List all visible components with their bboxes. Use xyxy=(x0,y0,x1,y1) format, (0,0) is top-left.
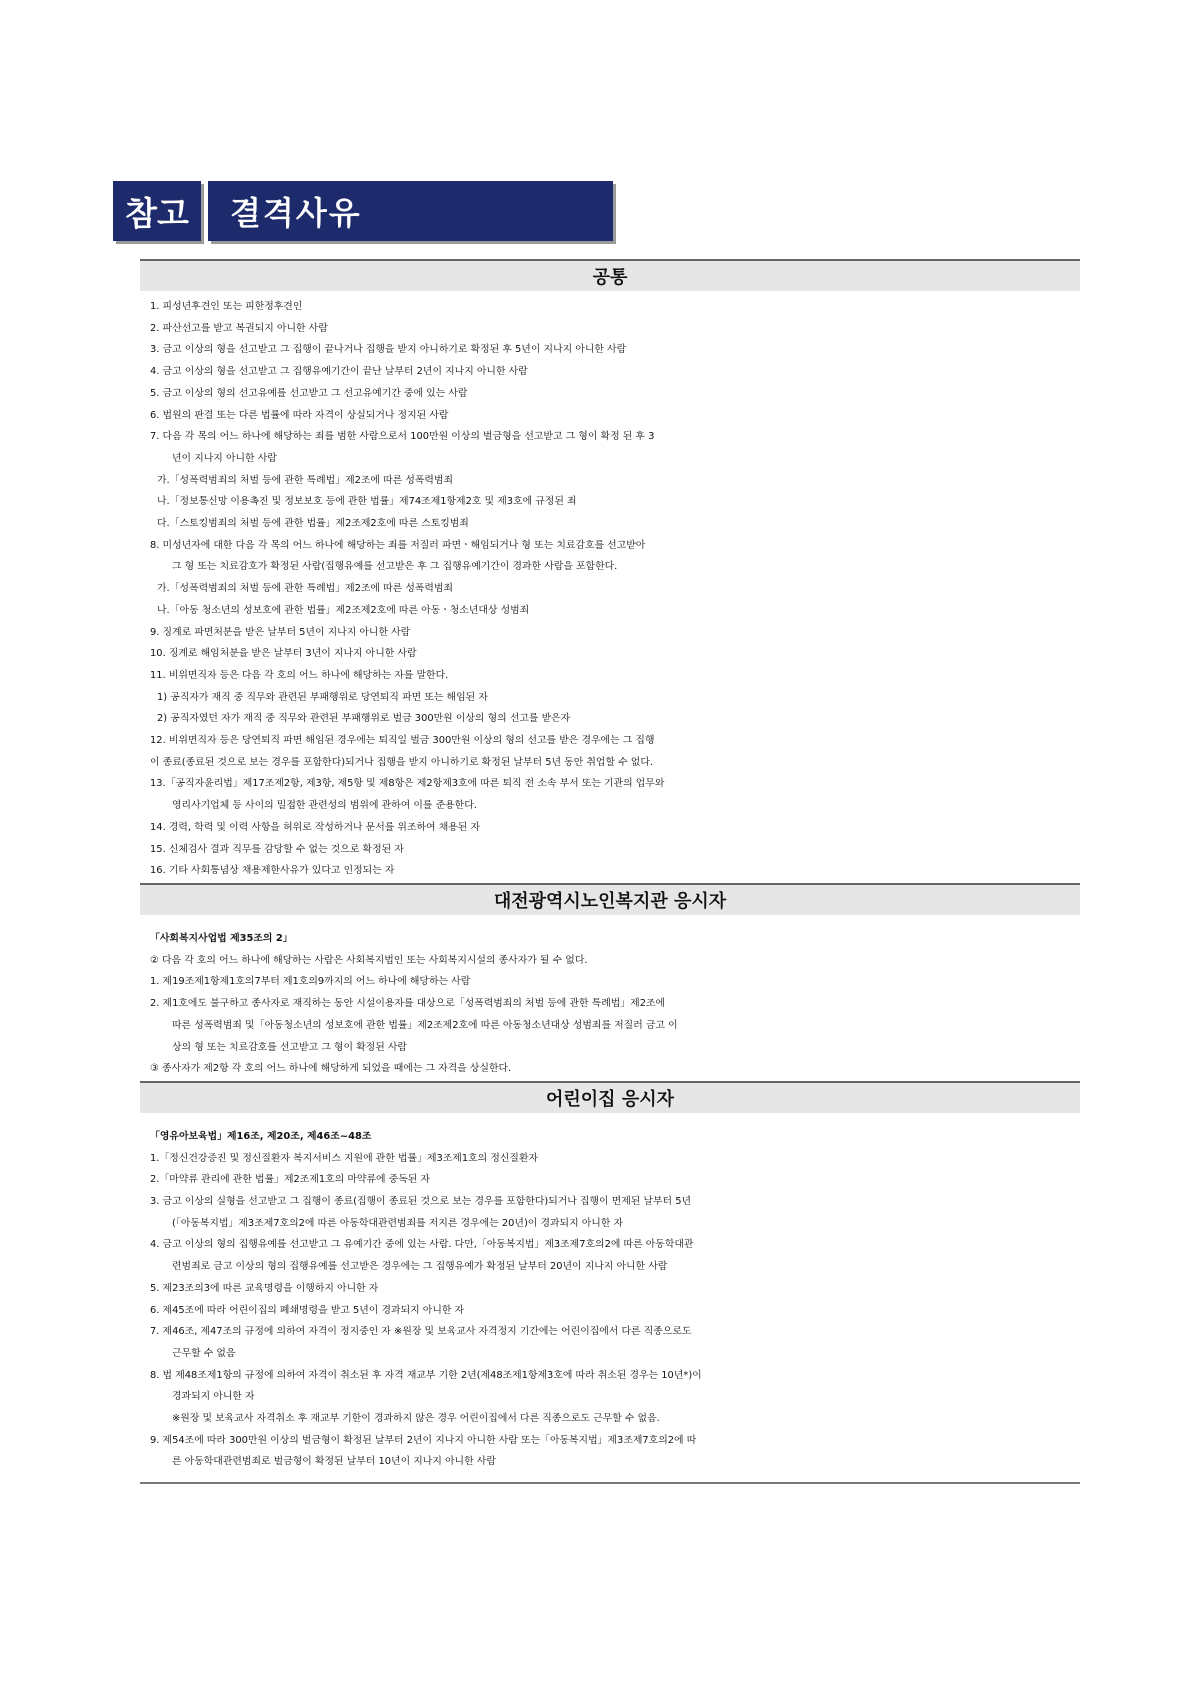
list-item: 3. 금고 이상의 형을 선고받고 그 집행이 끝나거나 집행을 받지 아니하기로 확정된 후 5년이 지나지 아니한 사람 xyxy=(150,344,627,356)
list-item: 15. 신체검사 결과 직무를 감당할 수 없는 것으로 확정된 자 xyxy=(150,843,404,855)
list-item: 8. 법 제48조제1항의 규정에 의하여 자격이 취소된 후 자격 재교부 기한 2년(제48조제1항제3호에 따라 취소된 경우는 10년*)이 xyxy=(150,1369,702,1381)
sub-item: 가.「성폭력범죄의 처벌 등에 관한 특례법」제2조에 따른 성폭력범죄 xyxy=(157,474,454,486)
list-item: 6. 제45조에 따라 어린이집의 폐쇄명령을 받고 5년이 경과되지 아니한 자 xyxy=(150,1304,465,1316)
sub-item: 나.「정보통신망 이용촉진 및 정보보호 등에 관한 법률」제74조제1항제2호 및 제3호에 규정된 죄 xyxy=(157,496,577,508)
item-continuation: 상의 형 또는 치료감호를 선고받고 그 형이 확정된 사람 xyxy=(172,1041,407,1053)
sub-item: 가.「성폭력범죄의 처벌 등에 관한 특례법」제2조에 따른 성폭력범죄 xyxy=(157,583,454,595)
list-item: 13.「공직자윤리법」제17조제2항, 제3항, 제5항 및 제8항은 제2항제3호에 따른 퇴직 전 소속 부서 또는 기관의 업무와 xyxy=(150,778,665,790)
list-item: 이 종료(종료된 것으로 보는 경우를 포함한다)되거나 집행을 받지 아니하기로 확정된 날부터 5년 동안 취업할 수 없다. xyxy=(150,756,654,768)
item-continuation: 따른 성폭력범죄 및「아동청소년의 성보호에 관한 법률」제2조제2호에 따른 아동청소년대상 성범죄를 저질러 금고 이 xyxy=(172,1019,678,1031)
list-item: 3. 금고 이상의 실형을 선고받고 그 집행이 종료(집행이 종료된 것으로 보는 경우를 포함한다)되거나 집행이 면제된 날부터 5년 xyxy=(150,1196,692,1208)
list-item: 9. 징계로 파면처분을 받은 날부터 5년이 지나지 아니한 사람 xyxy=(150,626,411,638)
item-continuation: 영리사기업체 등 사이의 밀접한 관련성의 범위에 관하여 이를 준용한다. xyxy=(172,800,477,812)
item-continuation: 그 형 또는 치료감호가 확정된 사람(집행유예를 선고받은 후 그 집행유예기간이 경과한 사람을 포함한다. xyxy=(172,561,618,573)
section xyxy=(140,259,1080,883)
list-item: ② 다음 각 호의 어느 하나에 해당하는 사람은 사회복지법인 또는 사회복지시설의 종사자가 될 수 없다. xyxy=(150,954,588,966)
list-item: 4. 금고 이상의 형을 선고받고 그 집행유예기간이 끝난 날부터 2년이 지나지 아니한 사람 xyxy=(150,366,528,378)
section-list xyxy=(140,291,1080,883)
list-item: 5. 제23조의3에 따른 교육명령을 이행하지 아니한 자 xyxy=(150,1282,379,1294)
list-item: 12. 비위면직자 등은 당연퇴직 파면 해임된 경우에는 퇴직일 벌금 300만원 이상의 형의 선고를 받은 경우에는 그 집행 xyxy=(150,735,655,747)
list-item: 6. 법원의 판결 또는 다른 법률에 따라 자격이 상실되거나 정지된 사람 xyxy=(150,409,449,421)
law-title: 「사회복지사업법 제35조의 2」 xyxy=(150,932,293,944)
section-heading: 대전광역시노인복지관 응시자 xyxy=(140,883,1080,915)
list-item: 2. 파산선고를 받고 복권되지 아니한 사람 xyxy=(150,322,328,334)
item-continuation: 경과되지 아니한 자 xyxy=(172,1391,255,1403)
list-item: 9. 제54조에 따라 300만원 이상의 벌금형이 확정된 날부터 2년이 지나지 아니한 사람 또는「아동복지법」제3조제7호의2에 따 xyxy=(150,1434,697,1446)
item-continuation: 련범죄로 금고 이상의 형의 집행유예를 선고받은 경우에는 그 집행유예가 확정된 날부터 20년이 지나지 아니한 사람 xyxy=(172,1261,668,1273)
list-item: 10. 징계로 해임처분을 받은 날부터 3년이 지나지 아니한 사람 xyxy=(150,648,417,660)
list-item: ③ 종사자가 제2항 각 호의 어느 하나에 해당하게 되었을 때에는 그 자격을 상실한다. xyxy=(150,1063,512,1075)
list-item: 2. 제1호에도 불구하고 종사자로 재직하는 동안 시설이용자를 대상으로「성폭력범죄의 처벌 등에 관한 특례법」제2조에 xyxy=(150,998,666,1010)
sub-item: 1) 공직자가 재직 중 직무와 관련된 부패행위로 당연퇴직 파면 또는 해임된 자 xyxy=(157,691,488,703)
list-item: 14. 경력, 학력 및 이력 사항을 허위로 작성하거나 문서를 위조하여 채용된 자 xyxy=(150,821,481,833)
list-item: 2.「마약류 관리에 관한 법률」제2조제1호의 마약류에 중독된 자 xyxy=(150,1174,430,1186)
list-item: 11. 비위면직자 등은 다음 각 호의 어느 하나에 해당하는 자를 말한다. xyxy=(150,669,449,681)
list-item: 16. 기타 사회통념상 채용제한사유가 있다고 인정되는 자 xyxy=(150,865,395,877)
section xyxy=(140,1081,1080,1474)
section-heading: 공통 xyxy=(140,259,1080,291)
spacer xyxy=(150,920,1080,928)
disqualification-content xyxy=(140,259,1080,1484)
list-item: 1. 제19조제1항제1호의7부터 제1호의9까지의 어느 하나에 해당하는 사람 xyxy=(150,976,471,988)
item-continuation: ※원장 및 보육교사 자격취소 후 재교부 기한이 경과하지 않은 경우 어린이집에서 다른 직종으로도 근무할 수 없음. xyxy=(172,1413,660,1425)
item-continuation: 년이 지나지 아니한 사람 xyxy=(172,452,277,464)
bottom-rule xyxy=(140,1482,1080,1484)
sub-item: 다.「스토킹범죄의 처벌 등에 관한 법률」제2조제2호에 따른 스토킹범죄 xyxy=(157,518,469,530)
spacer xyxy=(150,1118,1080,1126)
item-continuation: 른 아동학대관련범죄로 벌금형이 확정된 날부터 10년이 지나지 아니한 사람 xyxy=(172,1456,496,1468)
list-item: 7. 제46조, 제47조의 규정에 의하여 자격이 정지중인 자 ※원장 및 보육교사 자격정지 기간에는 어린이집에서 다른 직종으로도 xyxy=(150,1326,692,1338)
list-item: 8. 미성년자에 대한 다음 각 목의 어느 하나에 해당하는 죄를 저질러 파면ㆍ해임되거나 형 또는 치료감호를 선고받아 xyxy=(150,539,646,551)
list-item: 5. 금고 이상의 형의 선고유예를 선고받고 그 선고유예기간 중에 있는 사람 xyxy=(150,387,468,399)
list-item: 7. 다음 각 목의 어느 하나에 해당하는 죄를 범한 사람으로서 100만원 이상의 벌금형을 선고받고 그 형이 확정 된 후 3 xyxy=(150,431,655,443)
reference-tag: 참고 xyxy=(113,181,201,241)
list-item: 1. 피성년후견인 또는 피한정후견인 xyxy=(150,301,303,312)
sub-item: 2) 공직자였던 자가 재직 중 직무와 관련된 부패행위로 벌금 300만원 이상의 형의 선고를 받은자 xyxy=(157,713,571,725)
section-heading: 어린이집 응시자 xyxy=(140,1081,1080,1113)
item-continuation: 근무할 수 없음 xyxy=(172,1347,236,1359)
list-item: 4. 금고 이상의 형의 집행유예를 선고받고 그 유예기간 중에 있는 사람. 다만,「아동복지법」제3조제7호의2에 따른 아동학대관 xyxy=(150,1239,694,1251)
sub-item: 나.「아동 청소년의 성보호에 관한 법률」제2조제2호에 따른 아동ㆍ청소년대상 성범죄 xyxy=(157,604,530,616)
page-title: 결격사유 xyxy=(208,181,613,241)
section-list xyxy=(140,915,1080,1081)
item-continuation: (「아동복지법」제3조제7호의2에 따른 아동학대관련범죄를 저지른 경우에는 20년)이 경과되지 아니한 자 xyxy=(172,1217,624,1229)
law-title: 「영유아보육법」제16조, 제20조, 제46조~48조 xyxy=(150,1130,372,1142)
section-list xyxy=(140,1113,1080,1474)
list-item: 1.「정신건강증진 및 정신질환자 복지서비스 지원에 관한 법률」제3조제1호의 정신질환자 xyxy=(150,1152,539,1164)
section xyxy=(140,883,1080,1081)
